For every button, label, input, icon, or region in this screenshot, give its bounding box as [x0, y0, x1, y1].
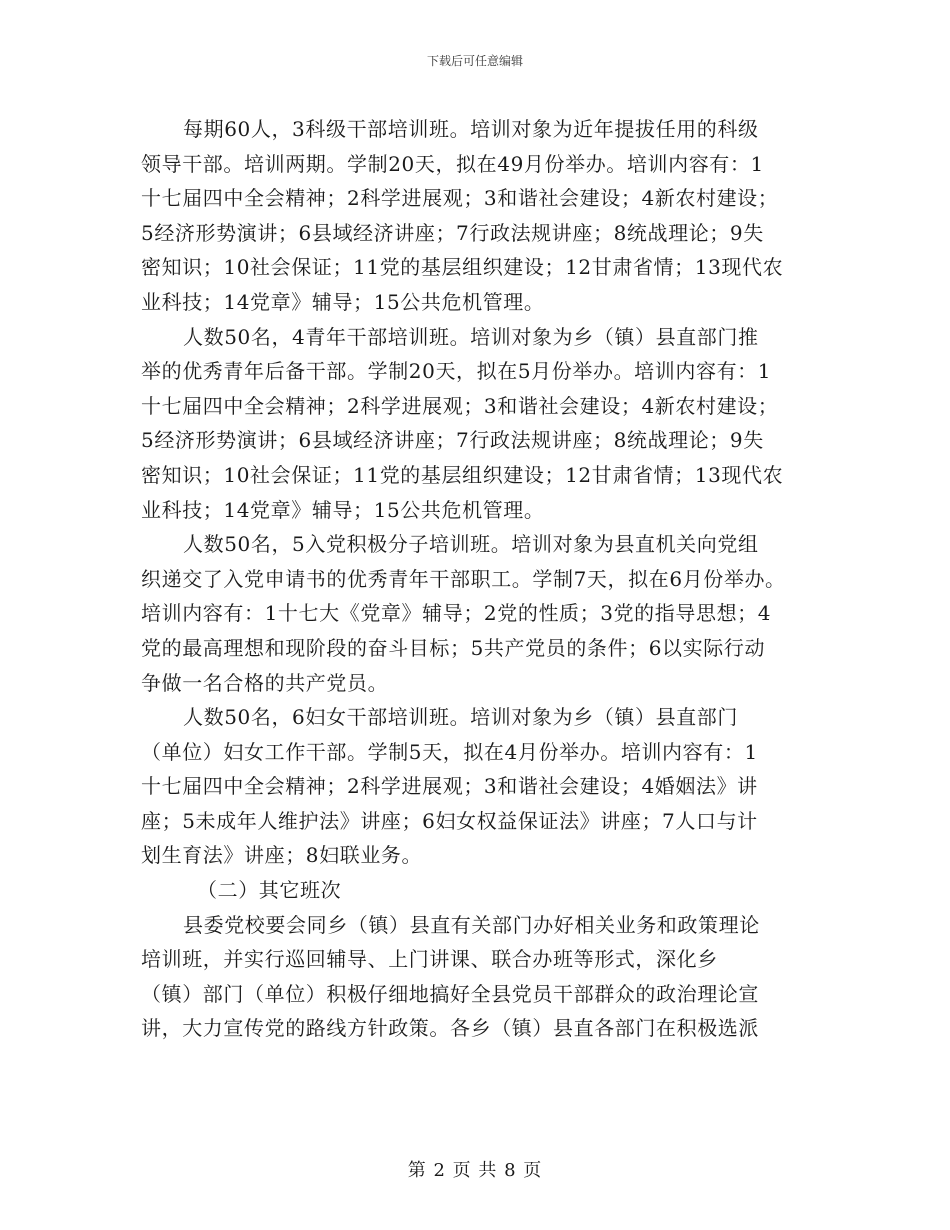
text-line: 十七届四中全会精神；2科学进展观；3和谐社会建设；4新农村建设； — [141, 393, 779, 418]
text-line: 讲，大力宣传党的路线方针政策。各乡（镇）县直各部门在积极选派 — [141, 1016, 759, 1041]
text-line: （单位）妇女工作干部。学制5天，拟在4月份举办。培训内容有：1 — [141, 739, 758, 764]
text-line: 人数50名，5入党积极分子培训班。培训对象为县直机关向党组 — [183, 532, 759, 557]
text-line: 县委党校要会同乡（镇）县直有关部门办好相关业务和政策理论 — [183, 912, 760, 937]
text-line: 座；5未成年人维护法》讲座；6妇女权益保证法》讲座；7人口与计 — [141, 808, 758, 833]
text-line: 十七届四中全会精神；2科学进展观；3和谐社会建设；4婚姻法》讲 — [141, 774, 758, 799]
text-line: 领导干部。培训两期。学制20天，拟在49月份举办。培训内容有：1 — [141, 151, 764, 176]
document-body — [141, 112, 813, 1046]
text-line: 举的优秀青年后备干部。学制20天，拟在5月份举办。培训内容有：1 — [141, 359, 772, 384]
text-line: 培训班，并实行巡回辅导、上门讲课、联合办班等形式，深化乡 — [141, 947, 718, 972]
page-footer: 第 2 页 共 8 页 — [407, 1160, 543, 1181]
text-line: 划生育法》讲座；8妇联业务。 — [141, 843, 423, 868]
text-line: 每期60人，3科级干部培训班。培训对象为近年提拔任用的科级 — [183, 117, 759, 141]
page-header: 下载后可任意编辑 — [426, 54, 523, 68]
text-line: 人数50名，4青年干部培训班。培训对象为乡（镇）县直部门推 — [183, 324, 759, 349]
text-line: 织递交了入党申请书的优秀青年干部职工。学制7天，拟在6月份举办。 — [141, 566, 786, 591]
text-line: 业科技；14党章》辅导；15公共危机管理。 — [141, 289, 545, 314]
text-line: 争做一名合格的共产党员。 — [141, 670, 389, 695]
text-line: （镇）部门（单位）积极仔细地搞好全县党员干部群众的政治理论宣 — [141, 981, 759, 1006]
text-line: 密知识；10社会保证；11党的基层组织建设；12甘肃省情；13现代农 — [141, 462, 784, 487]
text-line: 业科技；14党章》辅导；15公共危机管理。 — [141, 497, 545, 522]
text-line: 密知识；10社会保证；11党的基层组织建设；12甘肃省情；13现代农 — [141, 255, 784, 280]
text-line: 培训内容有：1十七大《党章》辅导；2党的性质；3党的指导思想；4 — [141, 601, 772, 626]
text-line: 人数50名，6妇女干部培训班。培训对象为乡（镇）县直部门 — [183, 705, 738, 730]
text-line: 十七届四中全会精神；2科学进展观；3和谐社会建设；4新农村建设； — [141, 186, 779, 211]
text-line: 5经济形势演讲；6县域经济讲座；7行政法规讲座；8统战理论；9失 — [141, 220, 764, 245]
text-line: 党的最高理想和现阶段的奋斗目标；5共产党员的条件；6以实际行动 — [141, 635, 766, 660]
text-line: （二）其它班次 — [197, 878, 342, 903]
text-line: 5经济形势演讲；6县域经济讲座；7行政法规讲座；8统战理论；9失 — [141, 428, 764, 453]
